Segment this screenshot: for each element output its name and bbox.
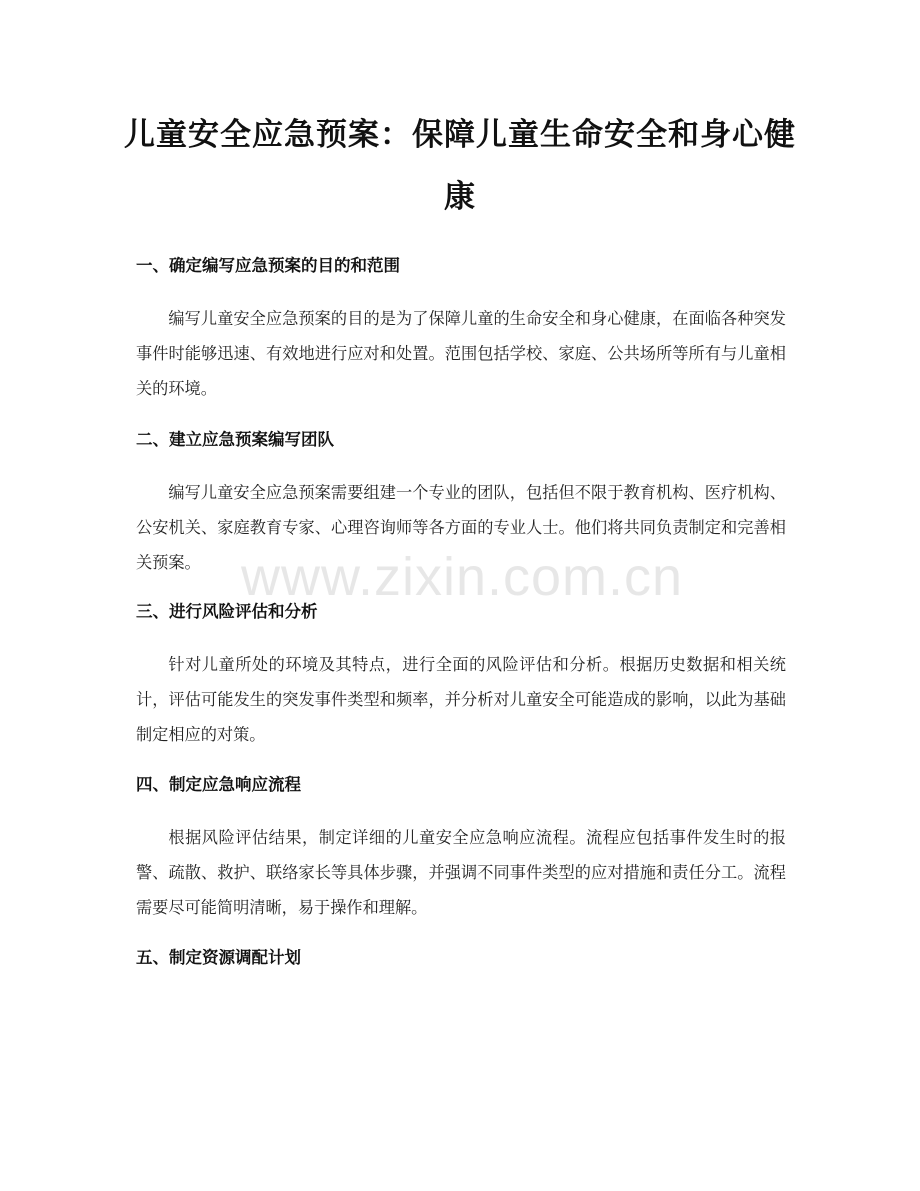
section-2-body: 编写儿童安全应急预案需要组建一个专业的团队，包括但不限于教育机构、医疗机构、公安机关、家庭教育专家、心理咨询师等各方面的专业人士。他们将共同负责制定和完善相关预案。 xyxy=(136,483,786,572)
section-1-heading: 一、确定编写应急预案的目的和范围 xyxy=(136,256,400,275)
section-4-body: 根据风险评估结果，制定详细的儿童安全应急响应流程。流程应包括事件发生时的报警、疏散、救护、联络家长等具体步骤，并强调不同事件类型的应对措施和责任分工。流程需要尽可能简明清晰，易于操作和理解。 xyxy=(136,828,786,917)
section-5-heading: 五、制定资源调配计划 xyxy=(136,948,301,967)
watermark: www.zixin.com.cn xyxy=(240,547,684,607)
section-1-body: 编写儿童安全应急预案的目的是为了保障儿童的生命安全和身心健康，在面临各种突发事件时能够迅速、有效地进行应对和处置。范围包括学校、家庭、公共场所等所有与儿童相关的环境。 xyxy=(136,309,786,398)
section-3-heading: 三、进行风险评估和分析 xyxy=(136,602,318,621)
section-4-heading: 四、制定应急响应流程 xyxy=(136,775,301,794)
section-2-heading: 二、建立应急预案编写团队 xyxy=(136,430,334,449)
document-title: 儿童安全应急预案：保障儿童生命安全和身心健康 xyxy=(124,117,796,215)
section-3-body: 针对儿童所处的环境及其特点，进行全面的风险评估和分析。根据历史数据和相关统计，评估可能发生的突发事件类型和频率，并分析对儿童安全可能造成的影响，以此为基础制定相应的对策。 xyxy=(136,655,786,744)
